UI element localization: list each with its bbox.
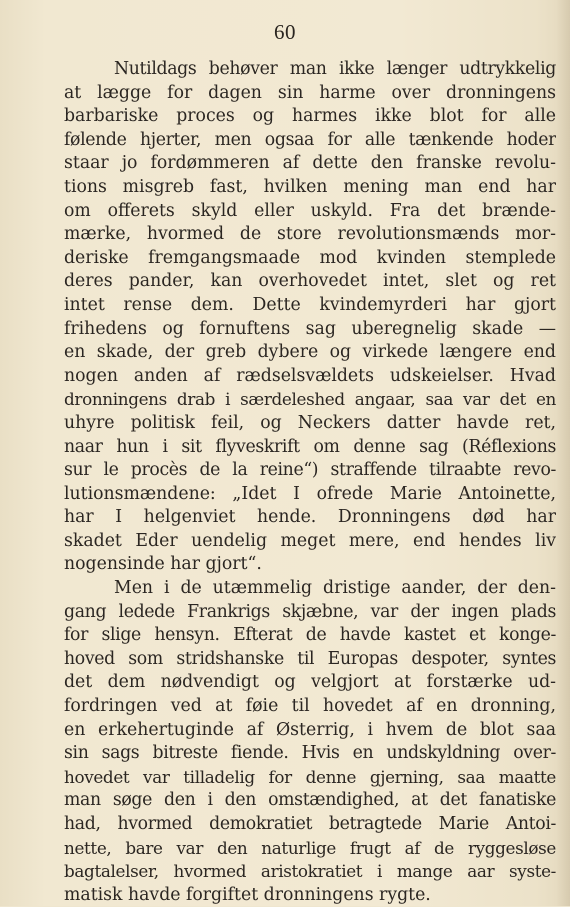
text-line: had, hvormed demokratiet betragtede Marie Antoi- <box>64 814 556 834</box>
text-line: om offerets skyld eller uskyld. Fra det brænde- <box>64 200 556 221</box>
text-line: matisk havde forgiftet dronningens rygte. <box>64 884 431 905</box>
text-line: følende hjerter, men ogsaa for alle tænkende hoder <box>64 129 556 150</box>
text-line: lutionsmændene: „Idet I ofrede Marie Antoinette, <box>64 483 556 504</box>
text-line: Men i de utæmmelig dristige aander, der den- <box>114 578 556 599</box>
text-line: man søge den i den omstændighed, at det fanatiske <box>64 790 556 811</box>
text-line: en skade, der greb dybere og virkede længere end <box>64 342 556 363</box>
text-line: en erkehertuginde af Østerrig, i hvem de blot saa <box>64 719 556 740</box>
text-line: Nutildags behøver man ikke længer udtrykkelig <box>114 59 556 79</box>
text-line: intet rense dem. Dette kvindemyrderi har gjort <box>64 294 556 315</box>
text-line: staar jo fordømmeren af dette den franske revolu- <box>64 153 556 174</box>
text-line: hoved som stridshanske til Europas despoter, syntes <box>64 648 556 669</box>
text-line: nogen anden af rædselsvældets udskeielser. Hvad <box>64 365 556 386</box>
text-line: mærke, hvormed de store revolutionsmænds mor- <box>64 224 556 245</box>
body-text <box>64 58 556 907</box>
text-line: frihedens og fornuftens sag uberegnelig skade — <box>64 318 556 339</box>
text-line: nette, bare var den naturlige frugt af de ryggesløse <box>64 837 556 858</box>
text-line: at lægge for dagen sin harme over dronningens <box>64 82 556 103</box>
text-line: uhyre politisk feil, og Neckers datter havde ret, <box>64 412 556 433</box>
text-line: deres pander, kan overhovedet intet, slet og ret <box>64 271 556 292</box>
text-line: det dem nødvendigt og velgjort at forstærke ud- <box>64 672 556 693</box>
text-line: fordringen ved at føie til hovedet af en dronning, <box>64 696 556 717</box>
text-line: barbariske proces og harmes ikke blot for alle <box>64 106 556 127</box>
page-number: 60 <box>274 20 296 44</box>
text-line: for slige hensyn. Efterat de havde kastet et konge- <box>64 625 556 646</box>
text-line: hovedet var tilladelig for denne gjerning, saa maatte <box>64 766 556 787</box>
text-line: naar hun i sit flyveskrift om denne sag (Réflexions <box>64 436 556 457</box>
text-line: deriske fremgangsmaade mod kvinden stemplede <box>64 247 556 268</box>
page-edge-shadow <box>556 0 570 906</box>
text-line: tions misgreb fast, hvilken mening man end har <box>64 176 556 197</box>
text-line: har I helgenviet hende. Dronningens død har <box>64 507 556 528</box>
text-line: bagtalelser, hvormed aristokratiet i mange aar syste- <box>64 861 556 882</box>
text-line: gang ledede Frankrigs skjæbne, var der ingen plads <box>64 601 556 622</box>
text-line: skadet Eder uendelig meget mere, end hendes liv <box>64 530 556 551</box>
text-line: nogensinde har gjort“. <box>64 554 262 575</box>
text-line: sur le procès de la reine“) straffende tilraabte revo- <box>64 460 556 481</box>
text-line: sin sags bitreste fiende. Hvis en undskyldning over- <box>64 743 556 764</box>
text-line: dronningens drab i særdeleshed angaar, saa var det en <box>64 389 556 410</box>
